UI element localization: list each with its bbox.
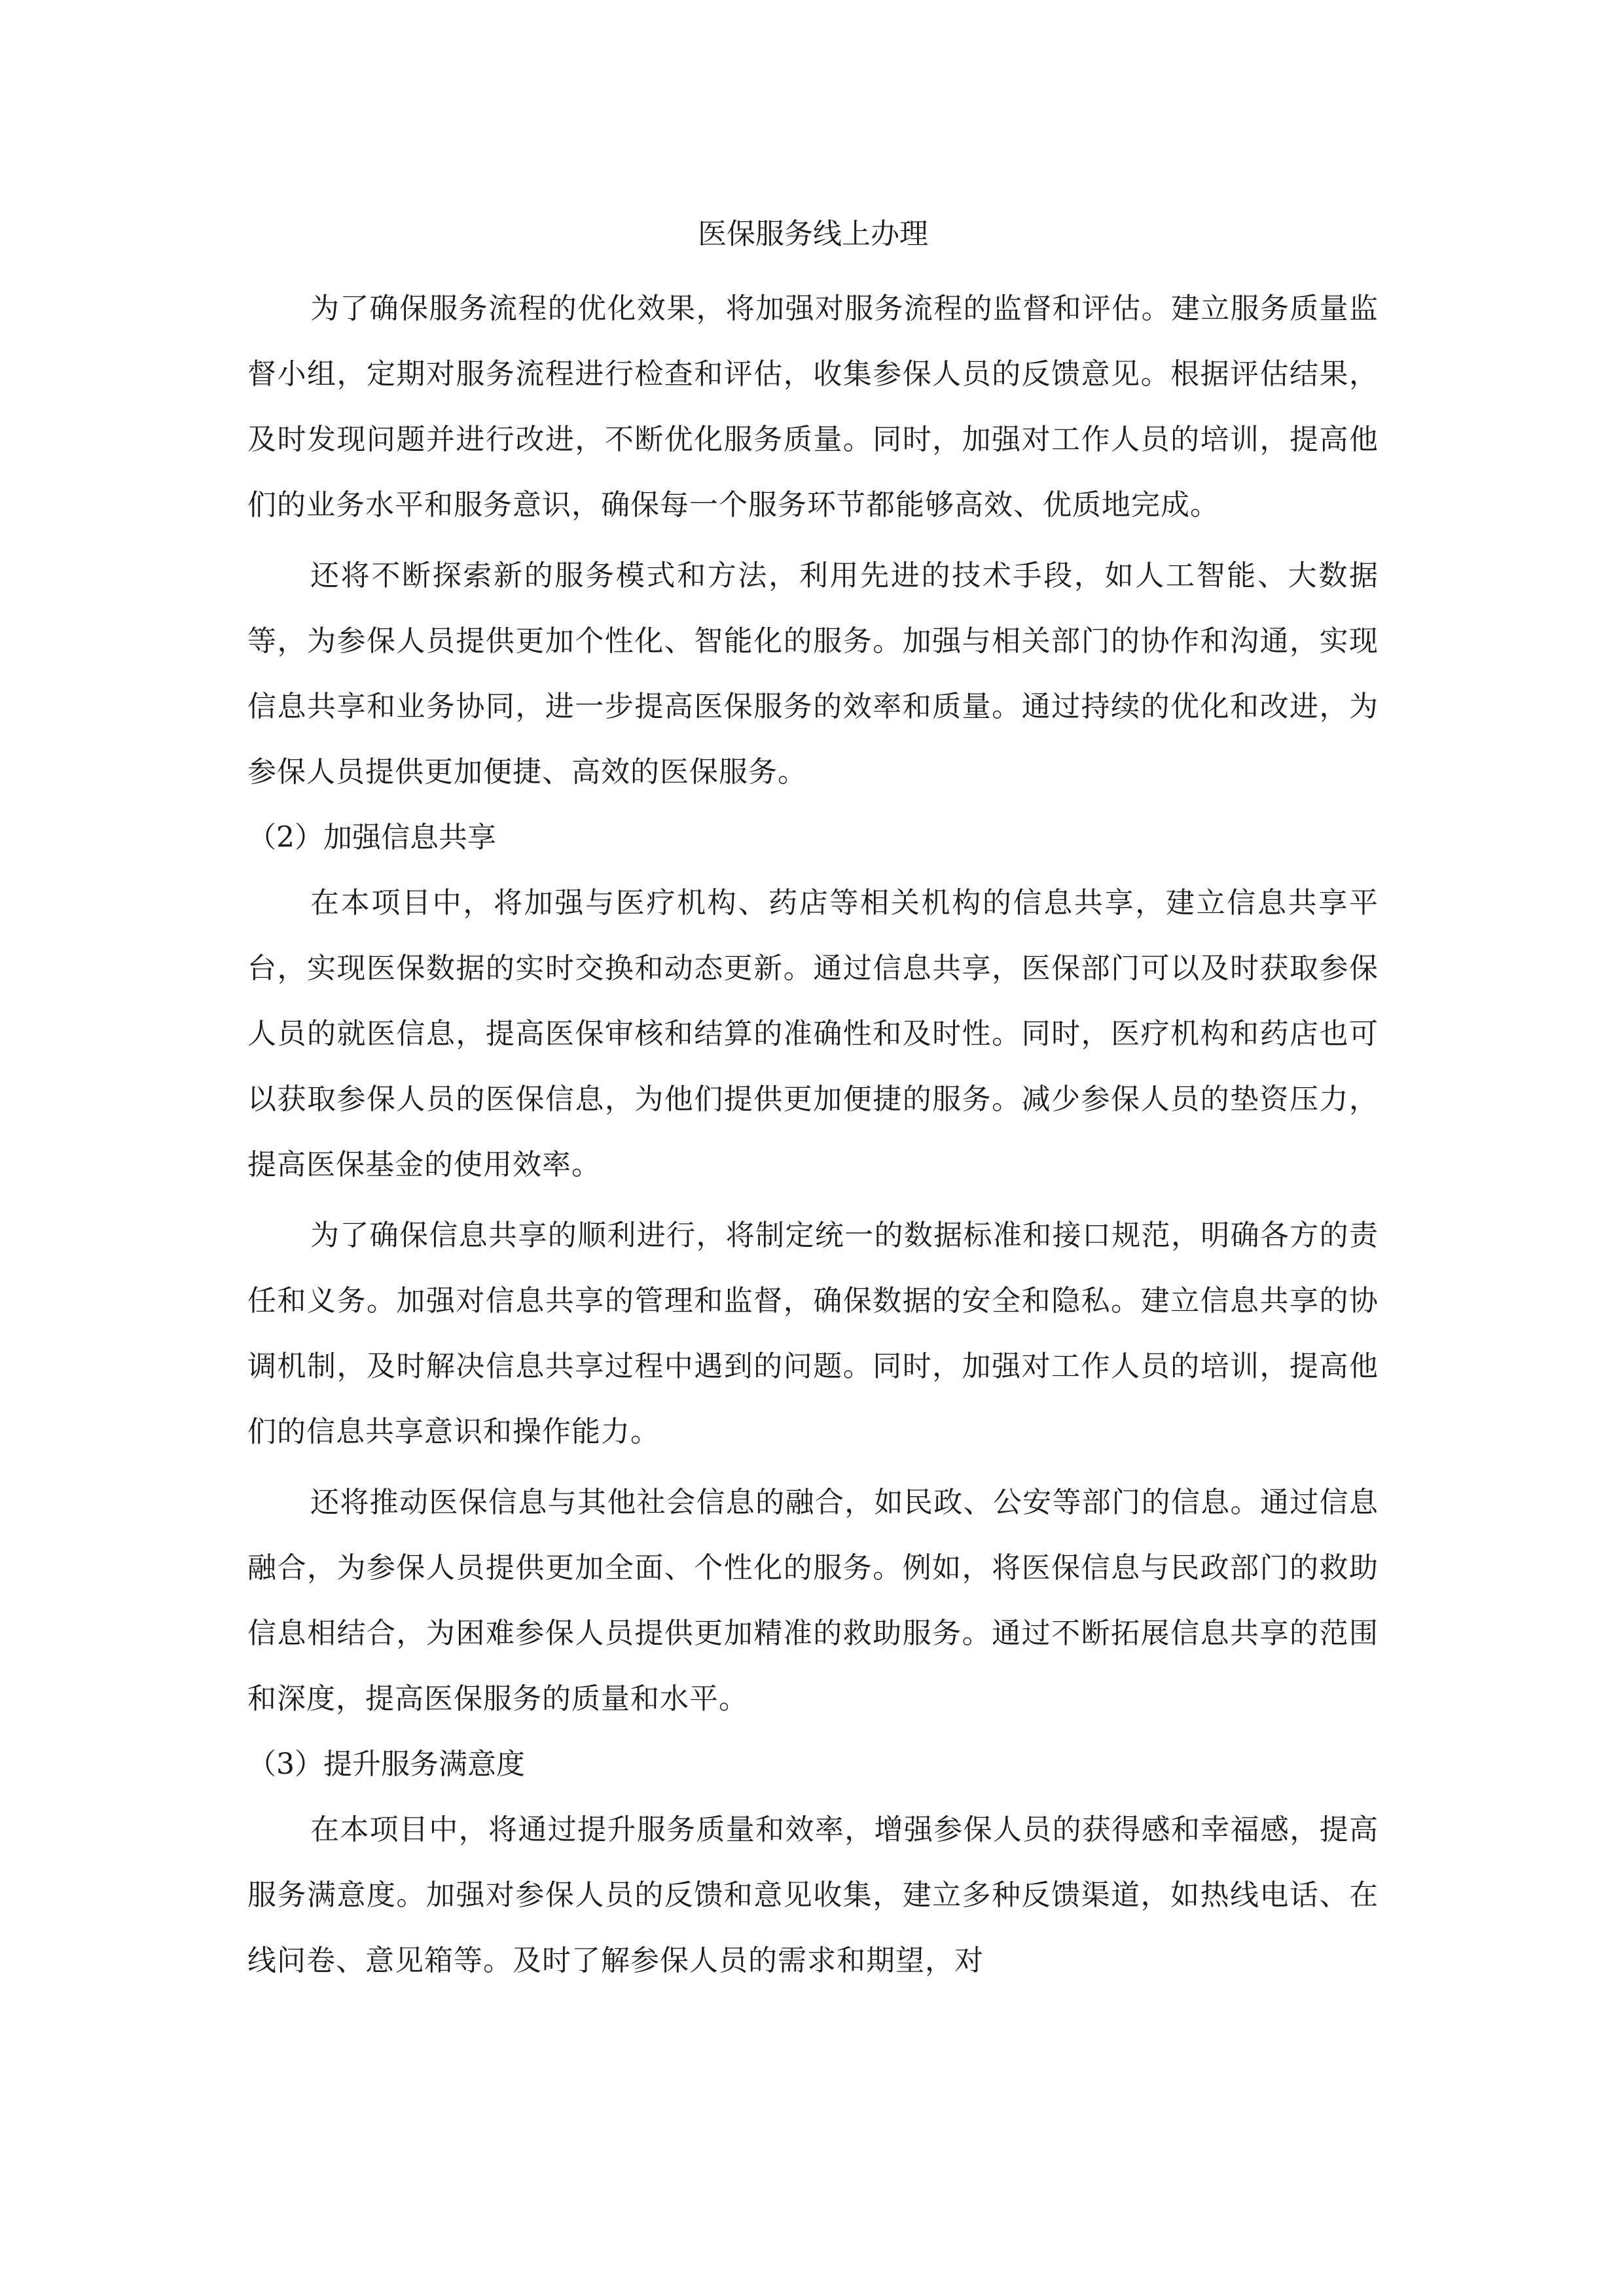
paragraph-data-standards: 为了确保信息共享的顺利进行，将制定统一的数据标准和接口规范，明确各方的责任和义务。加强对信息共享的管理和监督，确保数据的安全和隐私。建立信息共享的协调机制，及时解决信息共享过程中遇到的问题。同时，加强对工作人员的培训，提高他们的信息共享意识和操作能力。 (247, 1219, 1379, 1448)
paragraph-new-service-models: 还将不断探索新的服务模式和方法，利用先进的技术手段，如人工智能、大数据等，为参保人员提供更加个性化、智能化的服务。加强与相关部门的协作和沟通，实现信息共享和业务协同，进一步提高医保服务的效率和质量。通过持续的优化和改进，为参保人员提供更加便捷、高效的医保服务。 (247, 559, 1379, 789)
paragraph-info-sharing-platform: 在本项目中，将加强与医疗机构、药店等相关机构的信息共享，建立信息共享平台，实现医保数据的实时交换和动态更新。通过信息共享，医保部门可以及时获取参保人员的就医信息，提高医保审核和结算的准确性和及时性。同时，医疗机构和药店也可以获取参保人员的医保信息，为他们提供更加便捷的服务。减少参保人员的垫资压力，提高医保基金的使用效率。 (247, 886, 1379, 1181)
paragraph-service-optimization: 为了确保服务流程的优化效果，将加强对服务流程的监督和评估。建立服务质量监督小组，定期对服务流程进行检查和评估，收集参保人员的反馈意见。根据评估结果，及时发现问题并进行改进，不断优化服务质量。同时，加强对工作人员的培训，提高他们的业务水平和服务意识，确保每一个服务环节都能够高效、优质地完成。 (247, 292, 1379, 522)
document-body (247, 208, 1379, 1994)
section-heading-satisfaction: （3）提升服务满意度 (247, 1748, 525, 1781)
paragraph-info-fusion: 还将推动医保信息与其他社会信息的融合，如民政、公安等部门的信息。通过信息融合，为参保人员提供更加全面、个性化的服务。例如，将医保信息与民政部门的救助信息相结合，为困难参保人员提供更加精准的救助服务。通过不断拓展信息共享的范围和深度，提高医保服务的质量和水平。 (247, 1486, 1379, 1715)
section-heading-info-sharing: （2）加强信息共享 (247, 821, 496, 854)
document-title: 医保服务线上办理 (698, 217, 928, 251)
paragraph-satisfaction: 在本项目中，将通过提升服务质量和效率，增强参保人员的获得感和幸福感，提高服务满意度。加强对参保人员的反馈和意见收集，建立多种反馈渠道，如热线电话、在线问卷、意见箱等。及时了解参保人员的需求和期望，对 (247, 1813, 1379, 1977)
